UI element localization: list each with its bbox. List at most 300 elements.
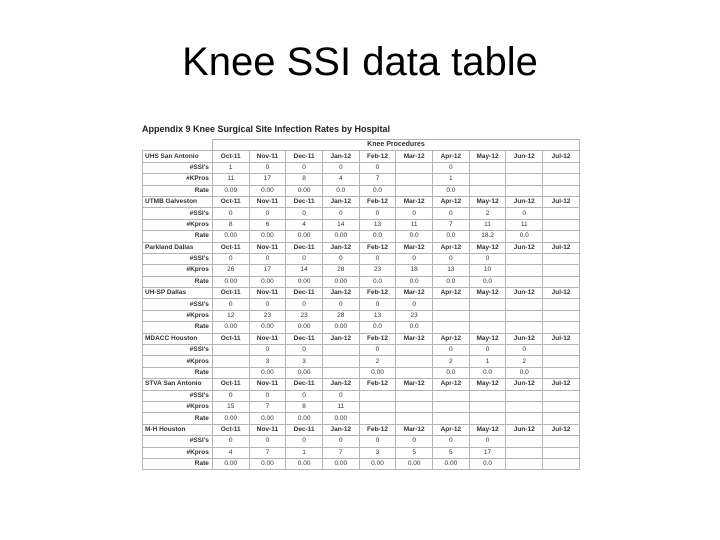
metric-label: #SSI's [143,390,213,401]
table-cell: 23 [286,310,323,321]
table-cell: 0.00 [322,413,359,424]
table-cell: 7 [322,447,359,458]
month-header-cell: May-12 [469,288,506,299]
table-cell: 13 [433,265,470,276]
table-cell [212,345,249,356]
table-row [143,162,580,173]
table-cell [396,401,433,412]
month-header-cell: Dec-11 [286,196,323,207]
table-cell: 0.0 [396,276,433,287]
month-header-cell: Oct-11 [212,333,249,344]
metric-label: #Kpros [143,401,213,412]
month-header-cell: Mar-12 [396,424,433,435]
table-cell [396,185,433,196]
table-cell: 0.0 [359,185,396,196]
month-header-cell: Mar-12 [396,288,433,299]
table-cell: 0 [469,436,506,447]
table-cell [359,401,396,412]
table-cell [506,174,543,185]
table-cell: 0 [249,253,286,264]
table-row [143,253,580,264]
table-cell [433,390,470,401]
table-cell: 0.00 [286,276,323,287]
month-header-cell: Mar-12 [396,379,433,390]
table-cell [543,458,580,469]
table-cell: 3 [286,356,323,367]
month-header-cell: Jun-12 [506,288,543,299]
table-cell [543,231,580,242]
table-cell: 0.00 [322,231,359,242]
month-header-cell: Feb-12 [359,379,396,390]
hospital-name: UHS San Antonio [143,151,213,162]
table-row [143,413,580,424]
hospital-header-row [143,424,580,435]
table-cell [506,436,543,447]
table-cell: 0.0 [469,276,506,287]
table-cell: 0 [249,208,286,219]
table-cell [543,162,580,173]
month-header-cell: Feb-12 [359,288,396,299]
month-header-cell: May-12 [469,196,506,207]
month-header-cell: Dec-11 [286,288,323,299]
month-header-cell: Jul-12 [543,151,580,162]
table-cell: 0 [212,390,249,401]
table-cell [543,322,580,333]
table-cell: 0 [286,253,323,264]
table-cell: 11 [506,219,543,230]
month-header-cell: Nov-11 [249,424,286,435]
table-cell: 14 [286,265,323,276]
table-cell: 0 [359,162,396,173]
month-header-cell: Nov-11 [249,379,286,390]
table-cell [322,356,359,367]
table-cell [433,310,470,321]
table-cell: 0 [249,299,286,310]
table-cell: 0 [359,345,396,356]
table-cell [322,345,359,356]
table-cell: 8 [286,401,323,412]
table-cell: 0.00 [322,322,359,333]
table-cell: 1 [212,162,249,173]
table-cell: 11 [396,219,433,230]
month-header-cell: Feb-12 [359,424,396,435]
table-row [143,458,580,469]
table-cell: 11 [469,219,506,230]
table-cell: 0 [506,345,543,356]
table-cell: 7 [433,219,470,230]
month-header-cell: Feb-12 [359,333,396,344]
table-cell [506,265,543,276]
month-header-cell: Nov-11 [249,333,286,344]
table-cell: 0 [286,436,323,447]
knee-ssi-table [142,139,580,470]
table-cell: 0 [249,345,286,356]
table-cell: 0.00 [286,458,323,469]
table-cell: 2 [506,356,543,367]
metric-label: Rate [143,367,213,378]
metric-label: #SSI's [143,299,213,310]
month-header-cell: Apr-12 [433,379,470,390]
document-caption: Appendix 9 Knee Surgical Site Infection Rates by Hospital [142,124,391,134]
metric-label: Rate [143,458,213,469]
month-header-cell: Oct-11 [212,424,249,435]
table-cell [469,162,506,173]
table-cell: 0.00 [249,276,286,287]
table-row [143,299,580,310]
table-cell [543,253,580,264]
table-cell: 4 [322,174,359,185]
table-cell: 0 [396,208,433,219]
procedure-header: Knee Procedures [212,140,579,151]
table-cell [469,185,506,196]
table-cell: 1 [433,174,470,185]
table-cell: 0.00 [359,458,396,469]
table-cell: 0.0 [359,276,396,287]
table-cell: 0.00 [286,185,323,196]
table-cell: 0 [433,436,470,447]
table-cell [506,413,543,424]
month-header-cell: Apr-12 [433,242,470,253]
table-cell: 0.00 [286,322,323,333]
table-cell [322,367,359,378]
table-cell: 0 [249,390,286,401]
month-header-cell: Jul-12 [543,379,580,390]
table-cell: 17 [249,174,286,185]
month-header-cell: Jul-12 [543,424,580,435]
table-cell: 1 [286,447,323,458]
month-header-cell: Feb-12 [359,242,396,253]
table-cell: 18 [396,265,433,276]
hospital-name: UH-SP Dallas [143,288,213,299]
table-cell: 0.00 [212,458,249,469]
table-cell [396,345,433,356]
table-cell: 0.0 [469,367,506,378]
table-cell: 15 [212,401,249,412]
table-cell: 4 [212,447,249,458]
metric-label: #SSI's [143,162,213,173]
table-row [143,276,580,287]
table-cell [543,265,580,276]
table-cell: 0.0 [506,231,543,242]
hospital-header-row [143,288,580,299]
table-cell: 0.09 [212,185,249,196]
table-cell [506,322,543,333]
table-cell: 0.00 [433,458,470,469]
metric-label: Rate [143,413,213,424]
month-header-cell: Jul-12 [543,242,580,253]
table-cell [543,390,580,401]
month-header-cell: Apr-12 [433,196,470,207]
table-cell [396,174,433,185]
table-cell: 0.0 [322,185,359,196]
table-cell [433,322,470,333]
table-cell: 0 [322,162,359,173]
table-cell: 0.00 [286,413,323,424]
table-cell [396,356,433,367]
table-row [143,447,580,458]
table-cell: 0 [396,299,433,310]
month-header-cell: Jul-12 [543,196,580,207]
month-header-cell: Nov-11 [249,196,286,207]
table-row [143,356,580,367]
table-cell: 0 [286,208,323,219]
table-cell: 0.0 [359,231,396,242]
table-cell: 7 [249,447,286,458]
table-row [143,401,580,412]
table-row [143,367,580,378]
table-row [143,231,580,242]
table-cell: 28 [322,265,359,276]
table-row [143,322,580,333]
table-corner [143,140,213,151]
table-cell: 0 [212,208,249,219]
month-header-cell: May-12 [469,379,506,390]
hospital-header-row [143,379,580,390]
table-row [143,219,580,230]
month-header-cell: Dec-11 [286,151,323,162]
table-cell [469,322,506,333]
table-cell: 17 [469,447,506,458]
table-cell: 11 [212,174,249,185]
month-header-cell: Mar-12 [396,196,433,207]
table-cell: 0 [249,436,286,447]
table-cell: 0 [433,208,470,219]
table-cell: 0.00 [249,185,286,196]
hospital-name: UTMB Galveston [143,196,213,207]
table-cell: 0 [396,253,433,264]
month-header-cell: Oct-11 [212,288,249,299]
table-row [143,265,580,276]
table-cell: 0 [212,299,249,310]
table-cell [506,253,543,264]
table-cell: 2 [433,356,470,367]
slide-title: Knee SSI data table [182,40,538,84]
table-cell [543,345,580,356]
month-header-cell: Apr-12 [433,288,470,299]
table-cell: 0 [359,253,396,264]
table-cell: 0 [322,390,359,401]
metric-label: #SSI's [143,345,213,356]
table-cell [543,436,580,447]
table-cell: 23 [249,310,286,321]
month-header-cell: Dec-11 [286,333,323,344]
table-cell: 0.00 [212,322,249,333]
month-header-cell: Jan-12 [322,151,359,162]
table-row [143,436,580,447]
month-header-cell: Jun-12 [506,424,543,435]
table-cell: 0 [359,436,396,447]
metric-label: Rate [143,276,213,287]
month-header-cell: Mar-12 [396,242,433,253]
hospital-name: Parkland Dallas [143,242,213,253]
table-cell: 0 [322,208,359,219]
table-cell: 23 [359,265,396,276]
table-row [143,310,580,321]
table-cell: 0.00 [322,276,359,287]
table-cell: 0.0 [433,231,470,242]
table-cell [543,185,580,196]
table-cell: 28 [322,310,359,321]
metric-label: #SSI's [143,436,213,447]
month-header-cell: Jan-12 [322,424,359,435]
table-row [143,208,580,219]
metric-label: #Kpros [143,310,213,321]
embedded-document [142,124,580,470]
table-cell [396,413,433,424]
table-cell: 13 [359,310,396,321]
table-cell [543,356,580,367]
month-header-cell: Jul-12 [543,333,580,344]
month-header-cell: Apr-12 [433,424,470,435]
table-cell: 0.0 [359,322,396,333]
table-cell: 11 [322,401,359,412]
table-cell: 12 [212,310,249,321]
table-cell: 0.00 [286,367,323,378]
month-header-cell: Jan-12 [322,379,359,390]
table-cell [212,356,249,367]
hospital-header-row [143,333,580,344]
table-cell: 0.0 [506,367,543,378]
month-header-cell: Nov-11 [249,242,286,253]
table-cell [469,413,506,424]
metric-label: #Kpros [143,447,213,458]
table-row [143,390,580,401]
table-cell: 0 [506,208,543,219]
month-header-cell: Oct-11 [212,379,249,390]
table-cell: 0 [322,436,359,447]
table-cell: 0.00 [322,458,359,469]
table-cell: 0.0 [433,185,470,196]
month-header-cell: Apr-12 [433,151,470,162]
metric-label: #SSI's [143,208,213,219]
hospital-name: MDACC Houston [143,333,213,344]
table-cell [506,390,543,401]
hospital-name: M-H Houston [143,424,213,435]
table-cell: 0 [396,436,433,447]
table-cell: 0 [286,345,323,356]
table-cell: 4 [286,219,323,230]
table-cell: 0 [249,162,286,173]
table-cell [396,367,433,378]
table-cell [543,413,580,424]
table-cell: 0.00 [249,413,286,424]
table-cell: 0.0 [396,231,433,242]
table-cell [359,413,396,424]
month-header-cell: Oct-11 [212,242,249,253]
month-header-cell: Oct-11 [212,151,249,162]
table-cell: 7 [359,174,396,185]
table-cell: 0 [359,208,396,219]
table-cell [469,174,506,185]
month-header-cell: Jan-12 [322,242,359,253]
table-cell [543,208,580,219]
table-cell [506,447,543,458]
table-cell: 0.00 [249,322,286,333]
table-cell [543,401,580,412]
month-header-cell: May-12 [469,424,506,435]
procedure-header-row [143,140,580,151]
month-header-cell: Feb-12 [359,196,396,207]
table-cell: 0 [212,253,249,264]
metric-label: #SSI's [143,253,213,264]
table-cell: 14 [322,219,359,230]
hospital-header-row [143,151,580,162]
table-cell: 0.0 [469,458,506,469]
month-header-cell: Dec-11 [286,379,323,390]
table-cell: 0 [322,299,359,310]
table-cell [506,310,543,321]
table-cell: 2 [359,356,396,367]
table-cell: 0.00 [212,276,249,287]
table-cell: 8 [212,219,249,230]
table-cell: 0.00 [286,231,323,242]
month-header-cell: Jan-12 [322,196,359,207]
table-cell: 0.00 [212,231,249,242]
metric-label: Rate [143,185,213,196]
table-cell: 0 [433,162,470,173]
table-cell: 0.00 [396,458,433,469]
month-header-cell: May-12 [469,151,506,162]
month-header-cell: Jun-12 [506,196,543,207]
table-cell: 13 [359,219,396,230]
table-cell [359,390,396,401]
hospital-name: STVA San Antonio [143,379,213,390]
table-cell [506,162,543,173]
table-cell: 0.00 [249,231,286,242]
month-header-cell: May-12 [469,333,506,344]
table-cell [469,299,506,310]
table-cell: 0 [286,390,323,401]
table-cell: 7 [249,401,286,412]
table-cell [543,367,580,378]
month-header-cell: Mar-12 [396,333,433,344]
month-header-cell: Feb-12 [359,151,396,162]
table-cell: 6 [249,219,286,230]
table-cell: 0 [433,345,470,356]
table-cell: 0.0 [433,367,470,378]
metric-label: #Kpros [143,265,213,276]
table-cell: 5 [396,447,433,458]
month-header-cell: Jun-12 [506,151,543,162]
metric-label: Rate [143,322,213,333]
table-row [143,174,580,185]
table-cell [543,310,580,321]
month-header-cell: Nov-11 [249,288,286,299]
table-cell: 0 [469,345,506,356]
month-header-cell: Jan-12 [322,288,359,299]
table-cell [433,299,470,310]
table-cell: 0.00 [249,458,286,469]
table-cell: 0.00 [359,367,396,378]
table-cell: 0 [286,299,323,310]
table-cell: 0 [433,253,470,264]
metric-label: #KPros [143,174,213,185]
table-cell [543,447,580,458]
month-header-cell: Apr-12 [433,333,470,344]
table-row [143,345,580,356]
table-cell: 5 [433,447,470,458]
table-cell [543,174,580,185]
table-cell: 10 [469,265,506,276]
table-row [143,185,580,196]
table-cell [543,299,580,310]
table-cell: 0 [359,299,396,310]
table-cell: 26 [212,265,249,276]
month-header-cell: Oct-11 [212,196,249,207]
month-header-cell: Mar-12 [396,151,433,162]
metric-label: #Kpros [143,356,213,367]
table-cell [506,401,543,412]
